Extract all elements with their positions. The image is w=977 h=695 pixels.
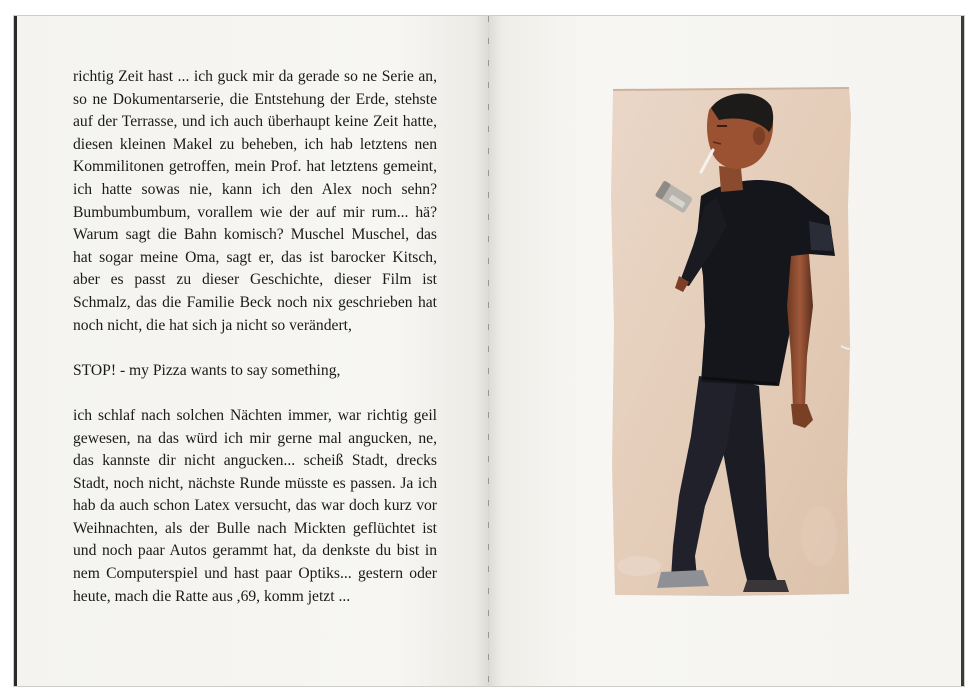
book-spread xyxy=(14,16,964,686)
paragraph-1: richtig Zeit hast ... ich guck mir da gerade so ne Serie an, so ne Dokumentarserie, die Entstehung der Erde, stehste auf der Terrasse, und ich auch überhaupt keine Zeit hatte, diesen kleinen Makel zu beheben, ich hab letztens nen Kommilitonen getroffen, mein Prof. hat letztens gemeint, ich hatte sowas nie, kann ich den Alex noch sehn? Bumbumbumbum, vorallem wie der auf mir rum... hä? Warum sagt die Bahn komisch? Muschel Muschel, das hat sogar meine Oma, sagt er, das ist barocker Kitsch, aber es passt zu dieser Geschichte, dieser Film ist Schmalz, das die Familie Beck noch nix geschrieben hat noch nicht, die hat sich ja nicht so verändert, xyxy=(73,68,437,334)
left-page xyxy=(14,16,489,686)
paragraph-3: ich schlaf nach solchen Nächten immer, war richtig geil gewesen, na das würd ich mir gerne mal angucken, ne, das kannste dir nicht angucken... scheiß Stadt, drecks Stadt, noch nicht, nächste Runde müsste es passen. Ja ich hab da auch schon Latex versucht, das war doch kurz vor Weihnachten, als der Bulle nach Mickten geflüchtet ist und noch paar Autos gerammt hat, da denkste du bist in nem Computerspiel und hast paar Optiks... gestern oder heute, mach die Ratte aus ,69, komm jetzt ... xyxy=(73,406,437,605)
painting-illustration xyxy=(609,86,852,598)
right-page xyxy=(489,16,964,686)
figure-shoe-front xyxy=(657,570,709,588)
paragraph-2: STOP! - my Pizza wants to say something, xyxy=(73,361,341,379)
body-text xyxy=(73,66,437,608)
figure-shoe-back xyxy=(743,580,789,592)
